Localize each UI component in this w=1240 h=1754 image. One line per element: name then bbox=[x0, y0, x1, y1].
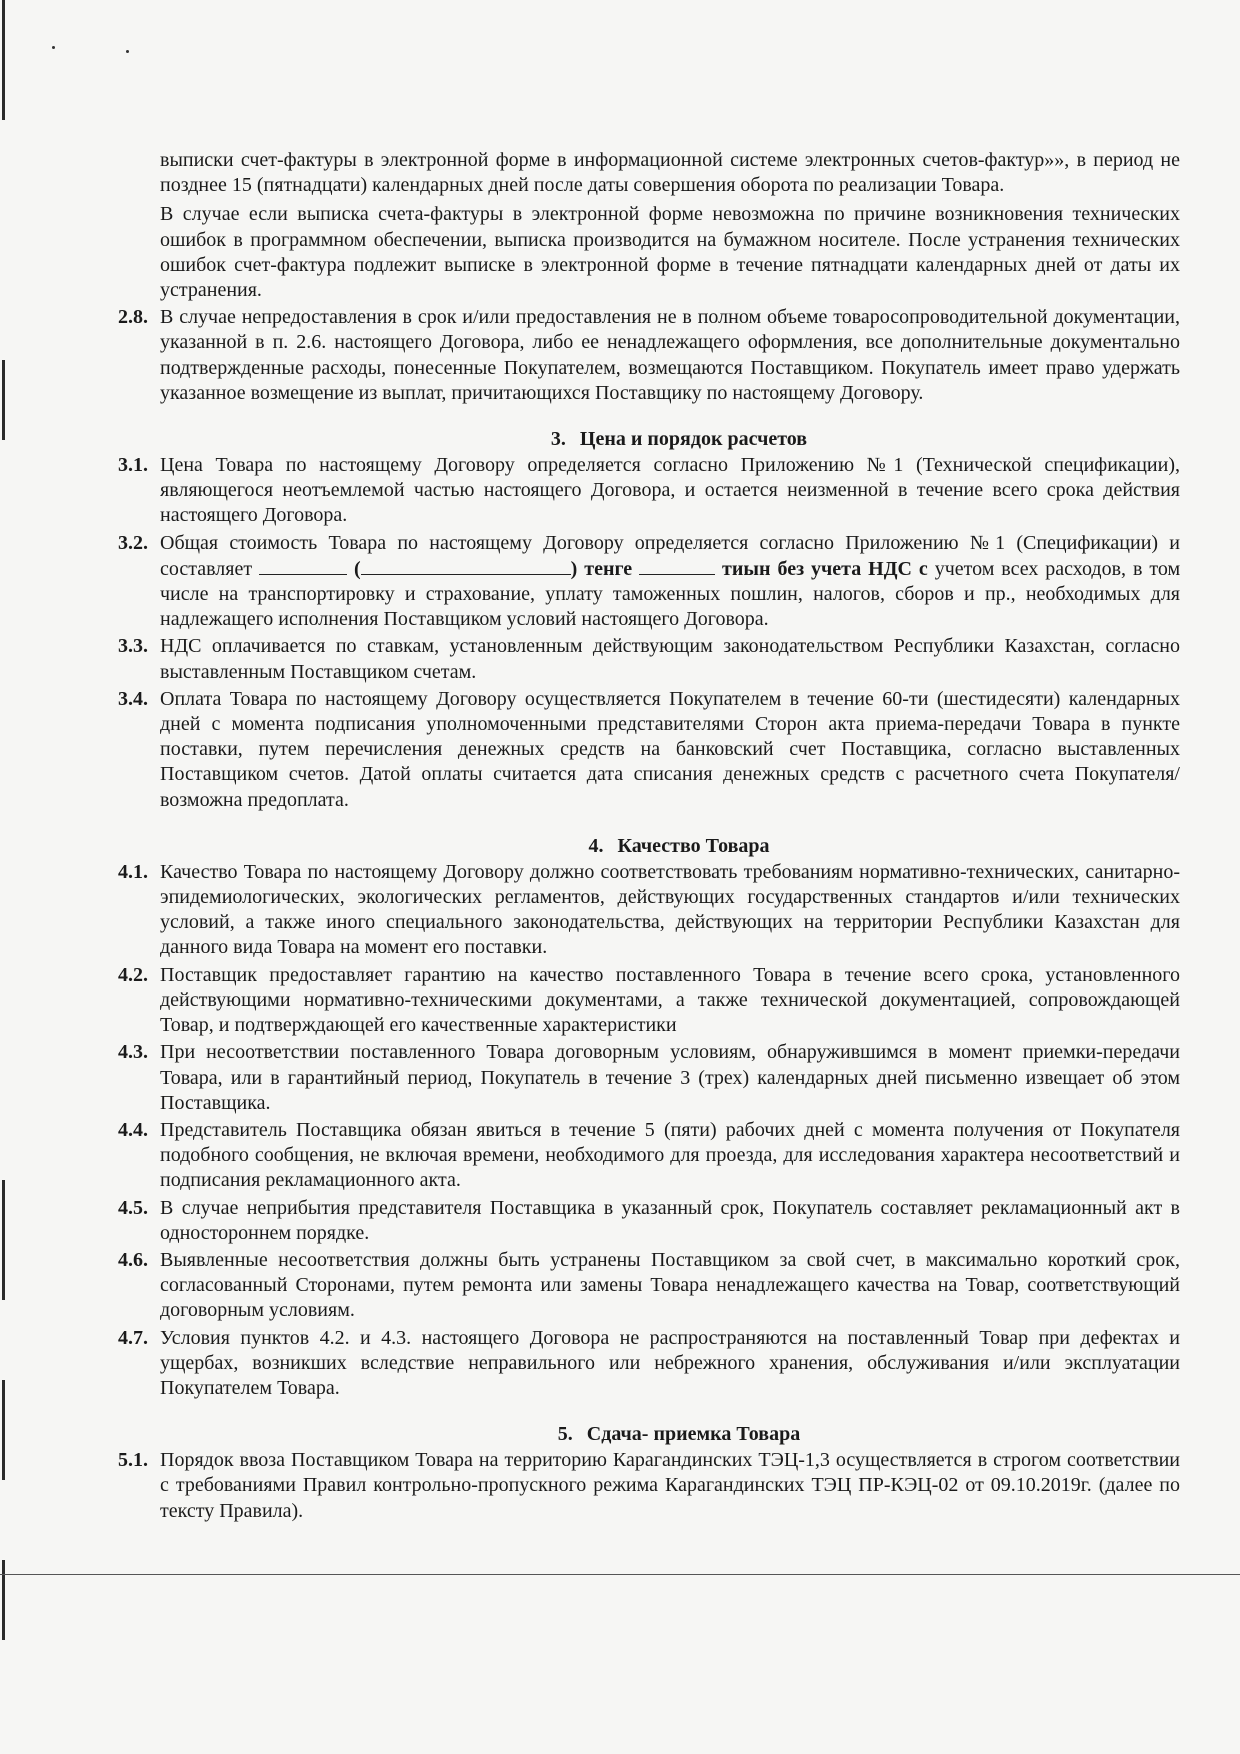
clause-3-4 bbox=[118, 687, 1180, 813]
section-3-heading bbox=[118, 428, 1180, 451]
clause-number: 2.8. bbox=[118, 306, 148, 329]
clause-text: Качество Товара по настоящему Договору должно соответствовать требованиям нормативно-технических, санитарно-эпидемиологических, экологических регламентов, действующих государственных стандартов и/или технических условий, а также иного специального законодательства, действующих на территории Республики Казахстан для данного вида Товара на момент его поставки. bbox=[160, 860, 1180, 959]
section-4-heading bbox=[118, 835, 1180, 858]
clause-text-cont: учетом всех расходов, в том числе на транспортировку и страхование, уплату таможенных пошлин, налогов, сборов и пр., необходимых для надлежащего исполнения Поставщиком условий настоящего Договора. bbox=[160, 557, 1181, 631]
clause-3-1 bbox=[118, 453, 1180, 529]
clause-text: Цена Товара по настоящему Договору определяется согласно Приложению №1 (Технической спецификации), являющегося неотъемлемой частью настоящего Договора, и остается неизменной в течение всего срока действия настоящего Договора. bbox=[160, 454, 1180, 527]
scan-artifact-line bbox=[0, 1574, 1240, 1575]
paren-open: ( bbox=[353, 557, 361, 580]
blank-amount-words-field bbox=[361, 556, 571, 575]
clause-text: Порядок ввоза Поставщиком Товара на территорию Карагандинских ТЭЦ-1,3 осуществляется в строгом соответствии с требованиями Правил контрольно-пропускного режима Карагандинских ТЭЦ ПР-КЭЦ-02 от 09.10.2019г. (далее по тексту Правила). bbox=[160, 1449, 1180, 1522]
scan-binder-marks bbox=[0, 0, 8, 1754]
clause-number: 4.4. bbox=[118, 1118, 148, 1141]
tenge-label: тенге bbox=[584, 557, 633, 580]
clause-4-6 bbox=[118, 1248, 1180, 1324]
paren-close: ) bbox=[570, 557, 578, 580]
clause-text: НДС оплачивается по ставкам, установленным действующим законодательством Республики Казахстан, согласно выставленным Поставщиком счетам. bbox=[160, 635, 1180, 683]
clause-number: 3.4. bbox=[118, 687, 148, 710]
clause-4-2 bbox=[118, 963, 1180, 1039]
clause-text: Представитель Поставщика обязан явиться в течение 5 (пяти) рабочих дней с момента получения от Покупателя подобного сообщения, не включая времени, необходимого для проезда, для исследования характера несоответствий и подписания рекламационного акта. bbox=[160, 1118, 1180, 1192]
clause-number: 4.5. bbox=[118, 1196, 148, 1219]
clause-text: Оплата Товара по настоящему Договору осуществляется Покупателем в течение 60-ти (шестидесяти) календарных дней с момента подписания уполномоченными представителями Сторон акта приема-передачи Товара в пункте поставки, путем перечисления денежных средств на банковский счет Поставщика, согласно выставленных Поставщиком счетов. Датой оплаты считается дата списания денежных средств с расчетного счета Покупателя/ возможна предоплата. bbox=[160, 687, 1180, 811]
clause-number: 4.3. bbox=[118, 1041, 148, 1064]
section-title: Цена и порядок расчетов bbox=[579, 428, 808, 451]
section-number: 4. bbox=[588, 834, 604, 857]
clause-3-2 bbox=[118, 531, 1180, 633]
section-title: Качество Товара bbox=[617, 834, 770, 857]
clause-number: 3.2. bbox=[118, 531, 148, 554]
tiyn-label: тиын без учета НДС с bbox=[722, 557, 928, 580]
clause-text: В случае неприбытия представителя Поставщика в указанный срок, Покупатель составляет рекламационный акт в одностороннем порядке. bbox=[160, 1196, 1180, 1244]
clause-4-3 bbox=[118, 1040, 1180, 1116]
intro-paragraph-2: В случае если выписка счета-фактуры в электронной форме невозможна по причине возникновения технических ошибок в программном обеспечении, выписка производится на бумажном носителе. После устранения технических ошибок счет-фактура подлежит выписке в электронной форме в течение пятнадцати календарных дней от даты их устранения. bbox=[160, 203, 1180, 302]
clause-2-8 bbox=[118, 305, 1180, 406]
clause-5-1 bbox=[118, 1448, 1180, 1524]
clause-text: Выявленные несоответствия должны быть устранены Поставщиком за свой счет, в максимально короткий срок, согласованный Сторонами, путем ремонта или замены Товара ненадлежащего качества на Товар, соответствующий договорным условиям. bbox=[160, 1248, 1180, 1322]
clause-number: 5.1. bbox=[118, 1449, 148, 1472]
section-title: Сдача- приемка Товара bbox=[586, 1423, 801, 1446]
scan-speck bbox=[52, 46, 55, 49]
clause-number: 3.1. bbox=[118, 454, 148, 477]
section-number: 5. bbox=[557, 1423, 573, 1446]
clause-number: 4.1. bbox=[118, 860, 148, 883]
section-number: 3. bbox=[550, 428, 566, 451]
clause-4-5 bbox=[118, 1196, 1180, 1246]
intro-paragraph-1: выписки счет-фактуры в электронной форме в информационной системе электронных счетов-фактур»», в период не позднее 15 (пятнадцати) календарных дней после даты совершения оборота по реализации Товара. bbox=[160, 149, 1180, 197]
clause-text: В случае непредоставления в срок и/или предоставления не в полном объеме товаросопроводительной документации, указанной в п. 2.6. настоящего Договора, либо ее ненадлежащего оформления, все дополнительные документально подтвержденные расходы, понесенные Покупателем, возмещаются Поставщиком. Покупатель имеет право удержать указанное возмещение из выплат, причитающихся Поставщику по настоящему Договору. bbox=[160, 306, 1180, 404]
clause-4-1 bbox=[118, 860, 1180, 961]
clause-4-4 bbox=[118, 1118, 1180, 1194]
blank-tiyn-field bbox=[639, 556, 715, 575]
document-body bbox=[118, 148, 1180, 1524]
clause-text: Поставщик предоставляет гарантию на качество поставленного Товара в течение всего срока, установленного действующими нормативно-техническими документами, а также технической документацией, сопровождающей Товар, и подтверждающей его качественные характеристики bbox=[160, 963, 1180, 1037]
clause-text: Общая стоимость Товара по настоящему Договору определяется согласно Приложению №1 (Спецификации) и составляет bbox=[160, 531, 1180, 580]
clause-text: При несоответствии поставленного Товара договорным условиям, обнаружившимся в момент приемки-передачи Товара, или в гарантийный период, Покупатель в течение 3 (трех) календарных дней письменно извещает об этом Поставщика. bbox=[160, 1041, 1180, 1114]
clause-number: 4.6. bbox=[118, 1248, 148, 1271]
blank-amount-field bbox=[259, 556, 347, 575]
scan-speck bbox=[126, 50, 129, 53]
clause-number: 4.7. bbox=[118, 1326, 148, 1349]
clause-number: 3.3. bbox=[118, 635, 148, 658]
clause-text: Условия пунктов 4.2. и 4.3. настоящего Договора не распространяются на поставленный Товар при дефектах и ущербах, возникших вследствие неправильного или небрежного хранения, обслуживания и/или эксплуатации Покупателем Товара. bbox=[160, 1326, 1180, 1399]
clause-4-7 bbox=[118, 1326, 1180, 1402]
clause-number: 4.2. bbox=[118, 963, 148, 986]
section-5-heading bbox=[118, 1423, 1180, 1446]
clause-3-3 bbox=[118, 634, 1180, 684]
